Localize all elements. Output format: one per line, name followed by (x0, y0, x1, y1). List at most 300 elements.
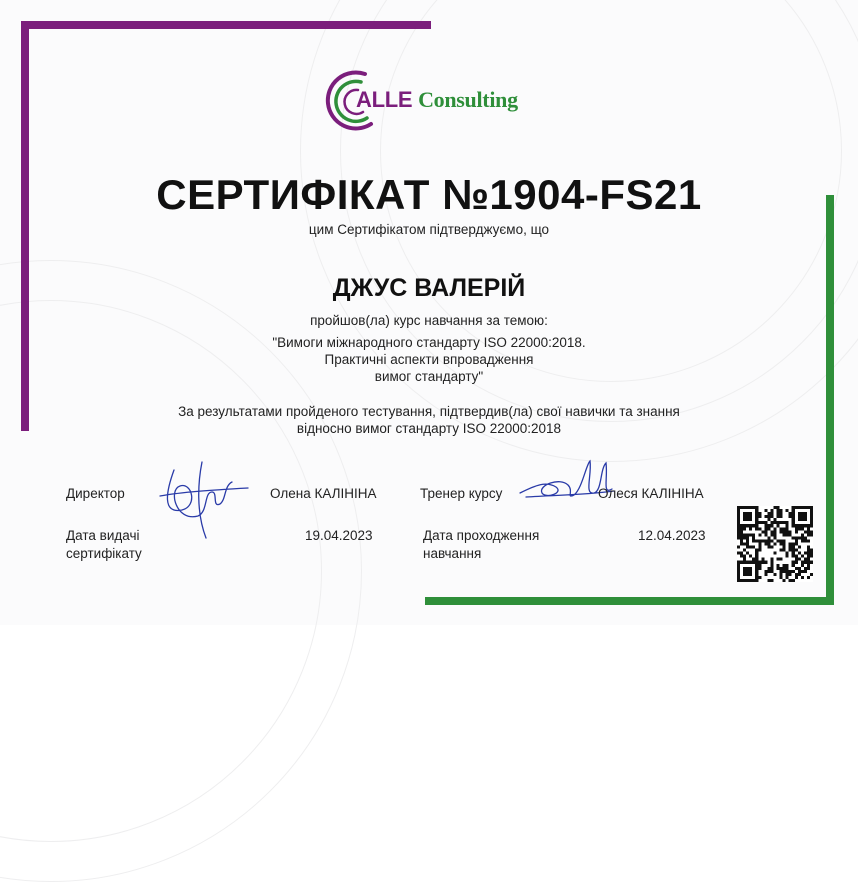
qr-module (752, 546, 755, 549)
qr-module (792, 521, 795, 524)
qr-module (798, 570, 801, 573)
qr-module (743, 533, 746, 536)
qr-module (755, 549, 758, 552)
qr-module (773, 527, 776, 530)
qr-module (773, 521, 776, 524)
qr-module (758, 533, 761, 536)
qr-module (786, 527, 789, 530)
qr-module (780, 509, 783, 512)
qr-module (749, 579, 752, 582)
qr-module (792, 515, 795, 518)
qr-module (780, 530, 783, 533)
qr-module (810, 518, 813, 521)
qr-module (810, 552, 813, 555)
qr-module (743, 561, 746, 564)
qr-module (777, 515, 780, 518)
qr-module (770, 539, 773, 542)
qr-module (770, 521, 773, 524)
qr-module (780, 570, 783, 573)
qr-module (758, 567, 761, 570)
qr-module (786, 567, 789, 570)
qr-module (749, 533, 752, 536)
qr-module (783, 539, 786, 542)
qr-module (795, 573, 798, 576)
qr-module (798, 512, 801, 515)
qr-module (764, 524, 767, 527)
qr-module (755, 512, 758, 515)
qr-module (801, 512, 804, 515)
qr-module (746, 512, 749, 515)
qr-module (773, 506, 776, 509)
qr-module (752, 558, 755, 561)
completed-text: пройшов(ла) курс навчання за темою: (310, 313, 548, 328)
qr-module (807, 558, 810, 561)
qr-module (807, 567, 810, 570)
qr-module (798, 567, 801, 570)
qr-module (767, 512, 770, 515)
qr-module (792, 536, 795, 539)
qr-module (746, 524, 749, 527)
qr-module (752, 533, 755, 536)
qr-module (755, 527, 758, 530)
qr-module (789, 542, 792, 545)
qr-module (770, 524, 773, 527)
qr-module (810, 573, 813, 576)
qr-module (764, 573, 767, 576)
qr-module (737, 546, 740, 549)
qr-module (743, 567, 746, 570)
qr-module (807, 506, 810, 509)
qr-module (801, 536, 804, 539)
qr-module (783, 564, 786, 567)
qr-module (810, 521, 813, 524)
frame-purple-top (21, 21, 431, 29)
qr-module (752, 536, 755, 539)
qr-module (764, 570, 767, 573)
qr-module (795, 567, 798, 570)
qr-module (807, 533, 810, 536)
qr-module (786, 509, 789, 512)
qr-module (810, 549, 813, 552)
qr-module (752, 524, 755, 527)
qr-module (777, 564, 780, 567)
qr-module (755, 570, 758, 573)
qr-module (783, 546, 786, 549)
course-line: Практичні аспекти впровадження (324, 352, 534, 367)
qr-module (737, 509, 740, 512)
qr-module (810, 555, 813, 558)
qr-module (783, 542, 786, 545)
qr-module (795, 542, 798, 545)
qr-module (795, 527, 798, 530)
qr-module (773, 533, 776, 536)
qr-module (810, 533, 813, 536)
training-date-label-line: Дата проходження (423, 528, 540, 543)
qr-module (767, 542, 770, 545)
qr-module (786, 573, 789, 576)
qr-module (795, 549, 798, 552)
qr-module (737, 564, 740, 567)
course-title (0, 334, 858, 385)
qr-module (807, 530, 810, 533)
training-date-label-line: навчання (423, 546, 482, 561)
qr-module (810, 509, 813, 512)
qr-module (737, 518, 740, 521)
qr-module (786, 555, 789, 558)
qr-module (758, 539, 761, 542)
qr-module (777, 539, 780, 542)
director-label: Директор (66, 486, 125, 501)
issue-date-value: 19.04.2023 (305, 528, 373, 543)
qr-module (755, 518, 758, 521)
qr-code-icon (737, 506, 813, 582)
trainer-signature (516, 455, 616, 510)
qr-module (764, 539, 767, 542)
qr-module (804, 512, 807, 515)
qr-module (755, 552, 758, 555)
qr-module (746, 518, 749, 521)
logo-wordmark (356, 87, 518, 113)
qr-module (780, 573, 783, 576)
qr-module (746, 539, 749, 542)
qr-module (752, 539, 755, 542)
qr-module (737, 530, 740, 533)
qr-module (755, 521, 758, 524)
qr-module (767, 539, 770, 542)
qr-module (737, 506, 740, 509)
qr-module (746, 552, 749, 555)
qr-module (764, 521, 767, 524)
qr-module (749, 561, 752, 564)
qr-module (770, 567, 773, 570)
qr-module (804, 530, 807, 533)
qr-module (783, 521, 786, 524)
qr-module (746, 561, 749, 564)
qr-module (795, 555, 798, 558)
qr-module (761, 521, 764, 524)
qr-module (795, 539, 798, 542)
qr-module (810, 530, 813, 533)
result-line: відносно вимог стандарту ISO 22000:2018 (296, 421, 562, 436)
qr-module (801, 518, 804, 521)
qr-module (807, 539, 810, 542)
issue-date-label (66, 527, 142, 563)
qr-module (737, 573, 740, 576)
qr-module (749, 515, 752, 518)
qr-module (792, 555, 795, 558)
qr-module (749, 546, 752, 549)
alle-consulting-logo (325, 68, 540, 132)
certificate-title: СЕРТИФІКАТ №1904-FS21 (156, 171, 702, 218)
qr-module (795, 576, 798, 579)
qr-module (758, 512, 761, 515)
qr-module (783, 530, 786, 533)
qr-module (758, 527, 761, 530)
qr-module (801, 555, 804, 558)
qr-module (773, 573, 776, 576)
qr-module (804, 558, 807, 561)
qr-module (761, 530, 764, 533)
qr-module (755, 539, 758, 542)
qr-module (801, 539, 804, 542)
qr-module (743, 515, 746, 518)
qr-module (755, 555, 758, 558)
qr-module (807, 564, 810, 567)
logo-brand-primary: ALLE (356, 87, 413, 112)
qr-module (798, 552, 801, 555)
qr-module (792, 524, 795, 527)
qr-module (761, 561, 764, 564)
course-line: "Вимоги міжнародного стандарту ISO 22000:2018. (272, 335, 586, 350)
qr-module (758, 564, 761, 567)
qr-module (786, 524, 789, 527)
qr-module (758, 561, 761, 564)
qr-module (740, 506, 743, 509)
qr-module (795, 506, 798, 509)
qr-module (764, 530, 767, 533)
qr-module (749, 570, 752, 573)
qr-module (746, 536, 749, 539)
qr-module (755, 573, 758, 576)
qr-module (780, 512, 783, 515)
qr-module (746, 515, 749, 518)
qr-module (761, 558, 764, 561)
qr-module (789, 515, 792, 518)
qr-module (801, 515, 804, 518)
qr-module (737, 527, 740, 530)
qr-module (737, 567, 740, 570)
qr-code-graphic (737, 506, 813, 582)
qr-module (764, 515, 767, 518)
logo-brand-secondary: Consulting (418, 87, 518, 112)
qr-module (810, 512, 813, 515)
qr-module (752, 506, 755, 509)
qr-module (758, 546, 761, 549)
qr-module (770, 515, 773, 518)
qr-module (737, 570, 740, 573)
qr-module (804, 539, 807, 542)
qr-module (792, 506, 795, 509)
qr-module (737, 512, 740, 515)
qr-module (764, 533, 767, 536)
qr-module (792, 546, 795, 549)
qr-module (755, 579, 758, 582)
qr-module (780, 542, 783, 545)
qr-module (767, 536, 770, 539)
qr-module (804, 524, 807, 527)
qr-module (804, 552, 807, 555)
qr-module (755, 509, 758, 512)
qr-module (795, 558, 798, 561)
qr-module (743, 524, 746, 527)
qr-module (792, 564, 795, 567)
qr-module (740, 542, 743, 545)
qr-module (777, 509, 780, 512)
qr-module (755, 506, 758, 509)
qr-module (798, 527, 801, 530)
qr-module (807, 546, 810, 549)
qr-module (801, 570, 804, 573)
qr-module (792, 518, 795, 521)
qr-module (801, 564, 804, 567)
qr-module (795, 524, 798, 527)
qr-module (798, 536, 801, 539)
qr-module (777, 512, 780, 515)
qr-module (749, 524, 752, 527)
qr-module (749, 567, 752, 570)
qr-module (783, 567, 786, 570)
qr-module (761, 539, 764, 542)
qr-module (780, 549, 783, 552)
qr-module (770, 509, 773, 512)
qr-module (807, 561, 810, 564)
qr-module (773, 530, 776, 533)
qr-module (767, 527, 770, 530)
trainer-label: Тренер курсу (420, 486, 503, 501)
qr-module (755, 524, 758, 527)
qr-module (755, 576, 758, 579)
qr-module (770, 579, 773, 582)
qr-module (749, 512, 752, 515)
qr-module (777, 558, 780, 561)
qr-module (737, 552, 740, 555)
qr-module (804, 536, 807, 539)
qr-module (783, 549, 786, 552)
qr-module (740, 530, 743, 533)
qr-module (743, 570, 746, 573)
qr-module (758, 549, 761, 552)
qr-module (749, 506, 752, 509)
qr-module (740, 555, 743, 558)
qr-module (792, 579, 795, 582)
qr-module (801, 524, 804, 527)
qr-module (798, 558, 801, 561)
qr-module (801, 576, 804, 579)
qr-module (810, 561, 813, 564)
qr-module (737, 576, 740, 579)
qr-module (801, 533, 804, 536)
qr-module (792, 570, 795, 573)
director-signature (152, 452, 252, 542)
qr-module (795, 530, 798, 533)
qr-module (740, 561, 743, 564)
qr-module (743, 549, 746, 552)
result-line: За результатами пройденого тестування, підтвердив(ла) свої навички та знання (178, 404, 680, 419)
qr-module (767, 567, 770, 570)
qr-module (780, 515, 783, 518)
qr-module (737, 515, 740, 518)
qr-module (773, 542, 776, 545)
qr-module (792, 552, 795, 555)
qr-module (801, 527, 804, 530)
qr-module (746, 570, 749, 573)
qr-module (743, 536, 746, 539)
qr-module (764, 561, 767, 564)
qr-module (749, 555, 752, 558)
qr-module (804, 567, 807, 570)
qr-module (770, 546, 773, 549)
trainer-name: Олеся КАЛІНІНА (598, 486, 704, 501)
qr-module (804, 506, 807, 509)
qr-module (740, 539, 743, 542)
qr-module (789, 512, 792, 515)
qr-module (743, 527, 746, 530)
qr-module (755, 561, 758, 564)
result-statement (0, 403, 858, 437)
qr-module (804, 561, 807, 564)
qr-module (792, 561, 795, 564)
qr-module (767, 524, 770, 527)
director-name: Олена КАЛІНІНА (270, 486, 377, 501)
qr-module (773, 536, 776, 539)
qr-module (789, 546, 792, 549)
qr-module (770, 561, 773, 564)
qr-module (807, 527, 810, 530)
qr-module (786, 521, 789, 524)
frame-green-bottom (425, 597, 834, 605)
qr-module (798, 518, 801, 521)
qr-module (737, 536, 740, 539)
qr-module (786, 552, 789, 555)
qr-module (746, 533, 749, 536)
qr-module (746, 542, 749, 545)
qr-module (749, 573, 752, 576)
qr-module (780, 527, 783, 530)
qr-module (755, 564, 758, 567)
qr-module (795, 536, 798, 539)
qr-module (789, 579, 792, 582)
frame-green-right (826, 195, 834, 605)
qr-module (783, 570, 786, 573)
qr-module (810, 506, 813, 509)
qr-module (792, 542, 795, 545)
qr-module (792, 512, 795, 515)
issue-date-label-line: сертифікату (66, 546, 142, 561)
qr-module (807, 524, 810, 527)
qr-module (758, 576, 761, 579)
qr-module (780, 521, 783, 524)
qr-module (737, 561, 740, 564)
qr-module (740, 552, 743, 555)
qr-module (786, 576, 789, 579)
training-date-label (423, 527, 539, 563)
qr-module (743, 542, 746, 545)
qr-module (758, 542, 761, 545)
qr-module (786, 570, 789, 573)
qr-module (740, 527, 743, 530)
qr-module (798, 524, 801, 527)
qr-module (810, 515, 813, 518)
qr-module (764, 542, 767, 545)
qr-module (740, 579, 743, 582)
qr-module (770, 530, 773, 533)
qr-module (777, 521, 780, 524)
qr-module (786, 530, 789, 533)
qr-module (737, 521, 740, 524)
qr-module (810, 524, 813, 527)
qr-module (746, 506, 749, 509)
qr-module (746, 579, 749, 582)
qr-module (783, 533, 786, 536)
course-line: вимог стандарту" (374, 369, 484, 384)
qr-module (792, 509, 795, 512)
qr-module (792, 549, 795, 552)
qr-module (767, 518, 770, 521)
recipient-name: ДЖУС ВАЛЕРІЙ (332, 274, 526, 302)
qr-module (752, 561, 755, 564)
qr-module (755, 567, 758, 570)
qr-module (770, 512, 773, 515)
